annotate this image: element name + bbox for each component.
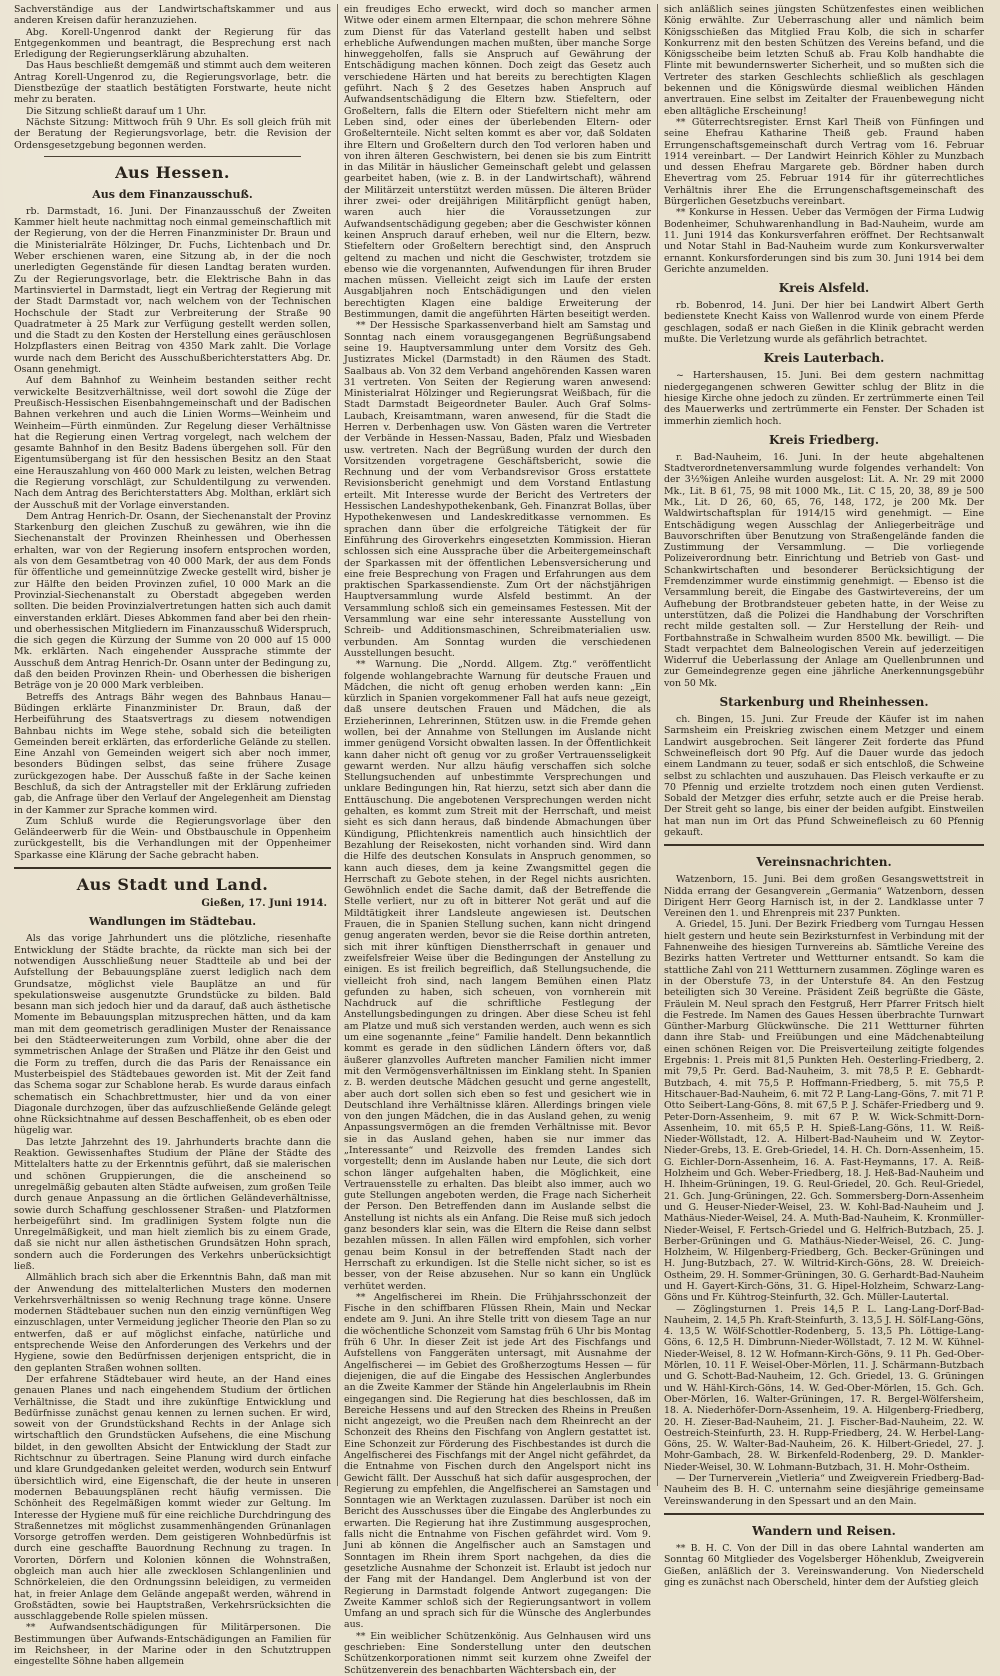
column-1 xyxy=(8,4,338,1668)
dateline: Gießen, 17. Juni 1914. xyxy=(201,898,327,910)
column-2 xyxy=(338,4,658,1676)
paragraph: rb. Bobenrod, 14. Juni. Der hier bei Landwirt Albert Gerth bedienstete Knecht Kaiss von Wallenrod wurde von einem Pferde geschlagen, sodaß er nach Gießen in die Klinik gebracht werden mußte. Die Verletzung wurde als gefährlich betrachtet. xyxy=(664,300,984,346)
paragraph: Das Haus beschließt demgemäß und stimmt auch dem weiteren Antrag Korell-Ungenrod zu, die Regierungsvorlage, betr. die Dienstbezüge der staatlich bestätigten Forstwarte, heute nicht mehr zu beraten. xyxy=(14,60,331,106)
section-heading-stadt-und-land: Aus Stadt und Land. xyxy=(76,875,269,895)
section-wandern xyxy=(664,1513,984,1588)
column-layout xyxy=(8,4,990,1676)
paragraph: ** Angelfischerei im Rhein. Die Frühjahrsschonzeit der Fische in den schiffbaren Flüssen Rhein, Main und Neckar endete am 9. Juni. An ihre Stelle tritt von diesem Tage an nur die wöchentliche Schonzeit vom Samstag früh 6 Uhr bis Montag früh 6 Uhr. In dieser Zeit ist jede Art des Fischfangs und Aufstellens von Fanggeräten untersagt, mit Ausnahme der Angelfischerei — im Gebiet des Großherzogtums Hessen — für diejenigen, die auf die Eingabe des Hessischen Anglerbundes an die Zweite Kammer der Stände hin Angelerlaubnis im Rhein eingegangen sind. Die Regierung hat dies beschlossen, daß im Bereiche Hessens und auf den Strecken des Rheins in Preußen nicht angezeigt, wo die Preußen nach dem Rheinrecht an der Schonzeit des Rheins den Fischfang von Anglern gestattet ist. Eine Schonzeit zur Förderung des Fischbestandes ist durch die Angelfischerei des Fischfangs mit der Angel nicht gefährdet, da die Entnahme von Fischen durch den Angelsport nicht ins Gewicht fällt. Der Ausschuß hat sich dafür ausgesprochen, der Regierung zu empfehlen, die Angelfischerei an Samstagen und Sonntagen wie an Werktagen zuzulassen. Darüber ist noch ein Bericht des Ausschusses über die Eingabe des Anglerbundes zu erwarten. Die Regierung hat ihre Zustimmung ausgesprochen, falls nicht die Entnahme von Fischen gefährdet wird. Vom 9. Juni ab können die Angelfischer auch an Samstagen und Sonntagen im Rhein ihrem Sport nachgehen, da dies die gesetzliche Ausnahme der Schonzeit ist. Erlaubt ist jedoch nur der Fang mit der Handangel. Dem Anglerbund ist von der Regierung in Darmstadt folgende Antwort zugegangen: Die Zweite Kammer schloß sich der Regierungsantwort in vollem Umfang an und sprach sich für die Wünsche des Anglerbundes aus. xyxy=(344,1291,651,1631)
paragraph: r. Bad-Nauheim, 16. Juni. In der heute abgehaltenen Stadtverordnetenversammlung wurde folgendes verhandelt: Von der 3½%igen Anleihe wurden ausgelost: Lit. A. Nr. 29 mit 2000 Mk., Lit. B 61, 75, 98 mit 1000 Mk., Lit. C 15, 20, 38, 89 je 500 Mk., Lit. D 26, 60, 65, 76, 148, 172, je 200 Mk. Der Waldwirtschaftsplan für 1914/15 wird genehmigt. — Eine Entschädigung wegen Ausschlag der Anliegerbeiträge und Bauvorschriften über Benutzung von Straßengelände fanden die Zustimmung der Versammlung. — Die vorliegende Polizeiverordnung betr. Einrichtung und Betrieb von Gast- und Schankwirtschaften und besonderer Berücksichtigung der Fremdenzimmer wurde einstimmig genehmigt. — Ebenso ist die Versammlung bereit, die Eingabe des Gastwirtevereins, der um Aufhebung der Brotbrandsteuer gebeten hatte, in der Weise zu unterstützen, daß die Polizei die Handhabung der Vorschriften recht milde gestalten soll. — Zur Herstellung der Reih- und Fortbahnstraße in Schwalheim wurden 8500 Mk. bewilligt. — Die Stadt verpachtet dem Balneologischen Verein auf jederzeitigen Widerruf die Ueberlassung der Anlage am Quellenbrunnen und zur Gemeindegrenze gegen eine jährliche Anerkennungsgebühr von 50 Mk. xyxy=(664,451,984,689)
heading-vereinsnachrichten: Vereinsnachrichten. xyxy=(756,855,892,870)
paragraph: Die Sitzung schließt darauf um 1 Uhr. xyxy=(26,105,207,117)
paragraph: ** Aufwandsentschädigungen für Militärpersonen. Die Bestimmungen über Aufwands-Entschädigungen an Familien für im Reichsheer, in der Marine oder in den Schutztruppen eingestellte Söhne haben allgemein xyxy=(14,1622,331,1668)
paragraph: ~ Hartershausen, 15. Juni. Bei dem gestern nachmittag niedergegangenen schweren Gewitter schlug der Blitz in die hiesige Kirche ohne jedoch zu zünden. Er zertrümmerte einen Teil des Mauerwerks und zertrümmerte ein Fenster. Der Schaden ist immerhin ziemlich hoch. xyxy=(664,370,984,427)
paragraph: ** Der Hessische Sparkassenverband hielt am Samstag und Sonntag nach einem vorausgegangenen Begrüßungsabend seine 19. Hauptversammlung unter dem Vorsitz des Geh. Justizrates Mickel (Darmstadt) in den Räumen des Stadt. Saalbaus ab. Von 32 dem Verband angehörenden Kassen waren 31 vertreten. Von Seiten der Regierung waren anwesend: Ministerialrat Hölzinger und Regierungsrat Weißbach, für die Stadt Darmstadt Beigeordneter Bauler. Auch Graf Solms-Laubach, Kreisamtmann, waren anwesend, für die Stadt die Herren v. Derbenhagen usw. Von Gästen waren die Vertreter der Verbände in Hessen-Nassau, Baden, Pfalz und Wiesbaden usw. vertreten. Nach der Begrüßung wurden der durch den Vorsitzenden vorgetragene Geschäftsbericht, sowie die Rechnung und der vom Verbandsrevisor Gross erstattete Revisionsbericht genehmigt und dem Vorstand Entlastung erteilt. Mit Interesse wurde der Bericht des Vertreters der Hessischen Landeshypothekenbank, Geh. Finanzrat Bollas, über Hypothekenwesen und Landeskreditkasse vernommen. Es sprachen dann über die erfolgreiche Tätigkeit der für Einführung des Giroverkehrs eingesetzten Kommission. Hieran schlossen sich eine Aussprache über die Arbeitergemeinschaft der Sparkassen mit der öffentlichen Lebensversicherung und eine freie Besprechung von Fragen und Erfahrungen aus dem praktischen Sparkassendienste. Zum Ort der nächstjährigen Hauptversammlung wurde Alsfeld bestimmt. An der Versammlung schloß sich ein gemeinsames Festessen. Mit der Versammlung war eine sehr interessante Ausstellung von Schreib- und Additionsmaschinen, Schreibmaterialien usw. verbunden. Am Sonntag wurden die verschiedenen Ausstellungen besucht. xyxy=(344,320,652,659)
paragraph: Zum Schluß wurde die Regierungsvorlage über den Geländeerwerb für die Wein- und Obstbauschule in Oppenheim zurückgestellt, bis die Verhandlungen mit der Oppenheimer Sparkasse eine Klärung der Sache gebracht haben. xyxy=(14,815,331,861)
paragraph: ein freudiges Echo erweckt, wird doch so mancher armen Witwe oder einem armen Elternpaar, die schon mehrere Söhne zum Dienst für das Vaterland gestellt haben und selbst erhebliche Aufwendungen machen mußten, über manche Sorge hinweggeholfen, falls sie Anspruch auf Gewährung der Entschädigung machen können. Doch zeigt das Gesetz auch verschiedene Härten und hat bereits zu berechtigten Klagen geführt. Nach § 2 des Gesetzes haben Anspruch auf Aufwandsentschädigung die Eltern bzw. Stiefeltern, oder Großeltern, falls die Eltern oder Stiefeltern nicht mehr am Leben sind, oder eines der überlebenden Eltern- oder Großelternteile. Nicht selten kommt es aber vor, daß Soldaten ihre Eltern und Großeltern durch den Tod verloren haben und von ihren älteren Geschwistern, bei denen sie bis zum Eintritt in das Militär in häuslicher Gemeinschaft gelebt und gelassen gearbeitet haben, (wie z. B. in der Landwirtschaft), während der Militärzeit unterstützt werden müssen. Die älteren Brüder ihrer zwei- oder dreijährigen Militärpflicht genügt haben, waren auch hier die Voraussetzungen zur Aufwandsentschädigung gegeben; aber die Geschwister können keinen Anspruch darauf erheben, weil nur die Eltern, bezw. Stiefeltern oder Großeltern berechtigt sind, den Anspruch geltend zu machen und nicht die Geschwister, trotzdem sie ebenso wie die vorgenannten, Aufwendungen für ihren Bruder machen müssen. Vielleicht zeigt sich im Laufe der ersten Ausgabljahren noch Entschädigungen und den vielen berechtigten Klagen eine baldige Erweiterung der Bestimmungen, damit die angeführten Härten beseitigt werden. xyxy=(344,4,651,321)
heading-kreis-alsfeld: Kreis Alsfeld. xyxy=(778,281,870,296)
subheading-finanzausschuss: Aus dem Finanzausschuß. xyxy=(92,187,253,201)
heading-wandern-und-reisen: Wandern und Reisen. xyxy=(752,1523,896,1538)
paragraph: — Der Turnerverein „Vietleria“ und Zweigverein Friedberg-Bad-Nauheim des B. H. C. unternahm seine diesjährige gemeinsame Vereinswanderung in den Spessart und an den Main. xyxy=(664,1473,984,1507)
paragraph: ch. Bingen, 15. Juni. Zur Freude der Käufer ist im nahen Sarmsheim ein Preiskrieg zwischen einem Metzger und einem Landwirt ausgebrochen. Seit längerer Zeit forderte das Pfund Schweinefleisch dort 90 Pfg. Auf die Dauer wurde das jedoch einem Landmann zu teuer, sodaß er sich entschloß, die Schweine selbst zu schlachten und auszuhauen. Das Fleisch verkaufte er zu 70 Pfennig und erzielte trotzdem noch einen guten Verdienst. Sobald der Metzger dies erfuhr, setzte auch er die Preise herab. Der Streit geht so lange, bis einer der beiden aufgibt. Einstweilen hat man nun im Ort das Pfund Schweinefleisch zu 60 Pfennig gekauft. xyxy=(664,714,984,838)
section-vereinsnachrichten xyxy=(664,844,984,1507)
heading-kreis-friedberg: Kreis Friedberg. xyxy=(768,432,879,447)
paragraph: ** Ein weiblicher Schützenkönig. Aus Gelnhausen wird uns geschrieben: Eine Sonderstellung unter den deutschen Schützenkorporationen nimmt seit kurzem ohne Zweifel der Schützenverein des benachbarten Wächtersbach ein, der xyxy=(344,1630,651,1676)
paragraph: sich anläßlich seines jüngsten Schützenfestes einen weiblichen König erwählte. Zur Ueberraschung aller und nämlich beim Königsschießen das Mitglied Frau Kolb, die sich in scharfer Konkurrenz mit den besten Schützen des Vereins befand, und die Königsscheibe beim letzten Schuß ab. Frau Kolb handhabte die Flinte mit bewundernswerter Sicherheit, und so mußten sich die Vertreter des starken Geschlechts schließlich als geschlagen bekennen und die Königswürde diesmal weiblichen Händen anvertrauen. Eine selbst im Zeitalter der Frauenbewegung nicht eben alltägliche Erscheinung! xyxy=(664,4,984,117)
paragraph: Abg. Korell-Ungenrod dankt der Regierung für das Entgegenkommen und beantragt, die Besprechung erst nach Erledigung der Regierungserklärung abzuhalten. xyxy=(14,26,331,61)
paragraph: Auf dem Bahnhof zu Weinheim bestanden seither recht verwickelte Besitzverhältnisse, weil dort sowohl die Züge der Preußisch-Hessischen Eisenbahngemeinschaft und der Badischen Bahnen verkehren und auch die Linien Worms—Weinheim und Weinheim—Fürth einmünden. Zur Regelung dieser Verhältnisse hat die Regierung einen Vertrag vorgelegt, nach welchem der gesamte Bahnhof in den Besitz Badens übergehen soll. Für den Eigentumsübergang ist für den hessischen Besitz an den Staat eine Herauszahlung von 460 000 Mark zu leisten, welchen Betrag die Regierung vorschlägt, zur Schuldentilgung zu verwenden. Nach dem Antrag des Berichterstatters Abg. Molthan, erklärt sich der Ausschuß mit der Vorlage einverstanden. xyxy=(14,375,331,511)
heading-kreis-lauterbach: Kreis Lauterbach. xyxy=(763,351,885,366)
paragraph: Als das vorige Jahrhundert uns die plötzliche, riesenhafte Entwicklung der Städte brachte, da rückte man sich bei der notwendigen Ausschließung neuer Stadtteile ab und bei der Aufstellung der Bebauungspläne zuerst lediglich nach dem Grundsatze, möglichst viele Bauplätze an und für spekulationsweise ausgenutzte Grundstücke zu bilden. Bald besann man sich jedoch hier und da darauf, daß auch ästhetische Momente im Bebauungsplan mitzusprechen hätten, und da kam man mit dem geometrisch geradlinigen Muster der Renaissance bei den Städteerweiterungen zum Vorbild, ohne aber die der symmetrischen Anlage der Straßen und Plätze ihr den Geist und die Form zu treffen, durch die das Paris der Renaissance ein Musterbeispiel des Städtebaues geworden ist. Mit der Zeit fand das Schema sogar zur Schablone herab. Es wurde daraus einfach schematisch ein Schachbrettmuster, hier und da von einer Diagonale durchzogen, über das aufzuschließende Gelände gelegt ohne Rücksichtnahme auf dessen Beschaffenheit, ob es eben oder hügelig war. xyxy=(14,933,331,1137)
paragraph: Das letzte Jahrzehnt des 19. Jahrhunderts brachte dann die Reaktion. Gewissenhaftes Studium der Pläne der Städte des Mittelalters hatte zu der Erkenntnis geführt, daß sie malerischen und schönen Gruppierungen, die die anscheinend so unregelmäßig gebauten alten Städte aufweisen, zum großen Teile durch genaue Anpassung an die örtlichen Geländeverhältnisse, sowie durch Schaffung geschlossener Straßen- und Platzformen herbeigeführt sind. Im gradlinigen System folgte nun die Unregelmäßigkeit, und man hielt ziemlich bis zu einem Grade, daß sie nicht nur allen ästhetischen Grundsätzen Hohn sprach, sondern auch die Forderungen des Verkehrs unberücksichtigt ließ. xyxy=(14,1136,331,1272)
paragraph: Sachverständige aus der Landwirtschaftskammer und aus anderen Kreisen dafür heranzuziehen. xyxy=(14,4,331,27)
heading-starkenburg-rheinhessen: Starkenburg und Rheinhessen. xyxy=(719,695,929,710)
paragraph: ** B. H. C. Von der Dill in das obere Lahntal wanderten am Sonntag 60 Mitglieder des Vogelsberger Höhenklub, Zweigverein Gießen, anläßlich der 3. Vereinswanderung. Von Niederscheld ging es zunächst nach Oberscheld, hinter dem der Aufstieg gleich xyxy=(664,1542,984,1588)
paragraph: Nächste Sitzung: Mittwoch früh 9 Uhr. Es soll gleich früh mit der Beratung der Regierungsvorlage, betr. die Revision der Ordensgesetzgebung begonnen werden. xyxy=(14,116,331,151)
paragraph: ** Güterrechtsregister. Ernst Karl Theiß von Fünfingen und seine Ehefrau Katharine Theiß geb. Fraund haben Errungenschaftsgemeinschaft durch Vertrag vom 16. Februar 1914 vereinbart. — Der Landwirt Heinrich Köhler zu Munzbach und dessen Ehefrau Margarete geb. Bördner haben durch Ehevertrag vom 25. Februar 1914 für ihr güterrechtliches Verhältnis ihrer Ehe die Errungenschaftsgemeinschaft des Bürgerlichen Gesetzbuchs vereinbart. xyxy=(664,116,984,208)
divider xyxy=(14,867,331,869)
paragraph: rb. Darmstadt, 16. Juni. Der Finanzausschuß der Zweiten Kammer hielt heute nachmittag noch einmal gemeinschaftlich mit der Regierung, von der die Herren Finanzminister Dr. Braun und die Ministerialräte Hölzinger, Dr. Fuchs, Lichtenbach und Dr. Weber erschienen waren, eine Sitzung ab, in der die noch unerledigten Gegenstände für diesen Landtag beraten wurden. Zu der Regierungsvorlage, betr. die Elektrische Bahn in das Martinsviertel in Darmstadt, liegt ein Vertrag der Regierung mit der Stadt Darmstadt vor, nach welchem von der Technischen Hochschule der Stadt zur Verbreiterung der Straße 90 Quadratmeter à 25 Mark zur Verfügung gestellt werden sollen, und die Stadt zu den Kosten der Herstellung eines geräuschlosen Holzpflasters einen Beitrag von 4350 Mark zahlt. Die Vorlage wurde nach dem Bericht des Ausschußberichterstatters Abg. Dr. Osann genehmigt. xyxy=(14,205,331,376)
paragraph: Allmählich brach sich aber die Erkenntnis Bahn, daß man mit der Anwendung des mittelalterlichen Musters den modernen Verkehrsverhältnissen so wenig Rechnung trage könne. Unsere modernen Städtebauer suchen nun den einzig vernünftigen Weg einzuschlagen, unter Vermeidung jeglicher Theorie den Plan so zu entwerfen, daß er auf möglichst einfache, natürliche und entsprechende Weise den Anforderungen des Verkehrs und der Hygiene, sowie den Bedürfnissen derjenigen entspricht, die in den geplanten Straßen wohnen sollten. xyxy=(14,1272,331,1374)
paragraph: — Zöglingsturnen 1. Preis 14,5 P. L. Lang-Lang-Dorf-Bad-Nauheim, 2. 14,5 Ph. Kraft-Steinfurth, 3. 13,5 J. H. Sölf-Lang-Göns, 4. 13,5 W. Wölf-Schottler-Rodenberg, 5. 13,5 Ph. Löttige-Lang-Göns, 6. 12,5 H. Dimbrunn-Nieder-Wöllstadt, 7. 12 M. W. Kühnel-Nieder-Weisel, 8. 12 W. Hofmann-Kirch-Göns, 9. 11 Ph. Ged-Ober-Mörlen, 10. 11 F. Weisel-Ober-Mörlen, 11. J. Schärmann-Butzbach und G. Schott-Bad-Nauheim, 12. Gch. Griedel, 13. G. Grüningen und W. Hähl-Kirch-Göns, 14. W. Ged-Ober-Mörlen, 15. Gch. Gch. Ober-Mörlen, 16. Walter-Grüningen, 17. R. Bergel-Wölfersheim, 18. A. Niederhöfer-Dorn-Assenheim, 19. A. Hilgenberg-Friedberg, 20. H. Zieser-Bad-Nauheim, 21. J. Fischer-Bad-Nauheim, 22. W. Oestreich-Steinfurth, 23. H. Rupp-Friedberg, 24. W. Herbel-Lang-Göns, 25. W. Walter-Bad-Nauheim, 26. K. Hilbert-Griedel, 27. J. Mohr-Gambach, 28. W. Birkenfeld-Rodenberg, 29. D. Mankler-Nieder-Weisel, 30. W. Lohmann-Butzbach, 31. H. Mohr-Ostheim. xyxy=(664,1303,984,1473)
paragraph: Watzenborn, 15. Juni. Bei dem großen Gesangswettstreit in Nidda errang der Gesangverein „Germania“ Watzenborn, dessen Dirigent Herr Georg Harnisch ist, in der 2. Landklasse unter 7 Vereinen den 1. und Ehrenpreis mit 237 Punkten. xyxy=(664,874,984,920)
section-heading-hessen: Aus Hessen. xyxy=(115,162,230,182)
paragraph: Dem Antrag Henrich-Dr. Osann, der Siechenanstalt der Provinz Starkenburg den gleichen Zuschuß zu gewähren, wie ihn die Siechenanstalt der Provinzen Rheinhessen und Oberhessen erhalten, war von der Regierung insofern entsprochen worden, als von dem Gesamtbetrag von 40 000 Mark, der aus dem Fonds für öffentliche und gemeinnützige Zwecke gestellt wird, bisher je zur Hälfte den beiden Provinzen zufiel, 10 000 Mark an die Provinzial-Siechenanstalt zu Oberstadt abgegeben werden sollten. Die beiden Provinzialvertretungen hatten sich auch damit einverstanden erklärt. Dieses Abkommen fand aber bei den rhein- und oberhessischen Mitgliedern im Finanzausschuß Widerspruch, die sich gegen die Kürzung der Summe von 20 000 auf 15 000 Mk. erklärten. Nach eingehender Aussprache stimmte der Ausschuß dem Antrag Henrich-Dr. Osann unter der Bedingung zu, daß den beiden Provinzen Rhein- und Oberhessen die bisherigen Beträge von je 20 000 Mark verbleiben. xyxy=(14,510,331,692)
divider xyxy=(44,156,301,157)
paragraph: Betreffs des Antrags Bähr wegen des Bahnbaus Hanau—Büdingen erklärte Finanzminister Dr. Braun, daß der Herbeiführung des Staatsvertrags zu diesem notwendigen Bahnbau nichts im Wege stehe, sobald sich die beteiligten Gemeinden bereit erklärten, das erforderliche Gelände zu stellen. Eine Anzahl von Gemeinden weigert sich aber noch immer, besonders Büdingen selbst, das seine frühere Zusage zurückgezogen habe. Der Ausschuß faßte in der Sache keinen Beschluß, da sich der Antragsteller mit der Erklärung zufrieden gab, die Anfrage über den Verlauf der Angelegenheit am Dienstag in der Kammer zur Sprache kommen wird. xyxy=(14,691,331,816)
paragraph: Der erfahrene Städtebauer wird heute, an der Hand eines genauen Planes und nach eingehendem Studium der örtlichen Verhältnisse, die Stadt und ihre zukünftige Entwicklung und Bedürfnisse zunächst genau kennen zu lernen suchen. Er wird, soweit von der Grundstückshand Rechts in der Anlage sich wirtschaftlich den Grundstücken Aufsehens, die eine Mischung bildet, in den gewollten Absicht der Entwicklung der Stadt zur Richtschnur zu übertragen. Seine Planung wird durch einfache und klare Grundgedanken geleitet werden, wodurch sein Entwurf übersichtlich wird, eine Eigenschaft, die der heute in unseren modernen Bebauungsplänen recht häufig vermissen. Die Schönheit des Regelmäßigen kommt wieder zur Geltung. Im Interesse der Hygiene muß für eine reichliche Durchdringung des Straßennetzes mit möglichst zusammenhängenden Grünanlagen Vorsorge getroffen werden. Dem geistigeren Wohnbedürfnis ist durch eine geschaffte Bauordnung Rechnung zu tragen. In Vororten, Dörfern und Kolonien können die Wohnstraßen, obgleich man auch hier alle zwecklosen Schlangenlinien und Schnörkeleien, die den Ordnungssinn beleidigen, zu vermeiden hat, in freier Anlage dem Gelände angepaßt werden, während in Großstädten, sowie bei Hauptstraßen, Verkehrsrücksichten die ausschlaggebende Rolle spielen müssen. xyxy=(14,1373,331,1623)
column-3 xyxy=(658,4,990,1588)
paragraph: A. Griedel, 15. Juni. Der Bezirk Friedberg vom Turngau Hessen hielt gestern und heute sein Bezirksturnfest in Verbindung mit der Fahnenweihe des hiesigen Turnvereins ab. Sämtliche Vereine des Bezirks hatten Vertreter und Wettturner entsandt. So kam die stattliche Zahl von 211 Wettturnern zusammen. Zöglinge waren es in der Oberstufe 73, in der Unterstufe 84. An den Festzug beteiligten sich 30 Vereine. Präsident Zeiß begrüßte die Gäste, Fräulein M. Neul sprach den Festgruß, Herr Pfarrer Fritsch hielt die Festrede. Im Namen des Gaues Hessen überbrachte Turnwart Günther-Marburg Glückwünsche. Die 211 Wettturner führten dann ihre Stab- und Freiübungen und eine Mädchenabteilung einen schönen Reigen vor. Die Preisverteilung zeitigte folgendes Ergebnis: 1. Preis mit 81,5 Punkten Heh. Oesterling-Friedberg, 2. mit 79,5 Pr. Gerd. Bad-Nauheim, 3. mit 78,5 P. E. Gebhardt-Butzbach, 4. mit 75,5 P. Hoffmann-Friedberg, 5. mit 75,5 P. Hitschauer-Bad-Nauheim, 6. mit 72 P. Lang-Lang-Göns, 7. mit 71 P. Otto Seibert-Lang-Göns, 8. mit 67,5 P. J. Schäfer-Friedberg und 9. Peter-Dorn-Assenheim, 9. mit 67 P. W. Wick-Schmitt-Dorn-Assenheim, 10. mit 65,5 P. H. Spieß-Lang-Göns, 11. W. Reiß-Nieder-Wöllstadt, 12. A. Hilbert-Bad-Nauheim und W. Zeytor-Nieder-Grebs, 13. E. Greb-Griedel, 14. H. Ch. Dorn-Assenheim, 15. G. Eichler-Dorn-Assenheim, 16. A. Fast-Heymanns, 17. A. Reiß-Holzheim und Gch. Weber-Friedberg, 18. J. Heß-Bad-Nauheim und H. Ihheim-Grüningen, 19. G. Reul-Griedel, 20. Gch. Reul-Griedel, 21. Gch. Jung-Grüningen, 22. Gch. Sommersberg-Dorn-Assenheim und G. Heuser-Nieder-Weisel, 23. W. Kohl-Bad-Nauheim und J. Mathäus-Nieder-Weisel, 24. A. Muth-Bad-Nauheim, K. Kronmüller-Nieder-Weisel, F. Fertsch-Griedel und G. Helfrich-Butzbach, 25. J. Berber-Grüningen und G. Mathäus-Nieder-Weisel, 26. C. Jung-Holzheim, W. Hilgenberg-Friedberg, Gch. Becker-Grüningen und H. Jung-Butzbach, 27. W. Wiltrid-Kirch-Göns, 28. W. Dreieich-Ostheim, 29. H. Sommer-Grüningen, 30. G. Gerhardt-Bad-Nauheim und H. Gayert-Kirch-Göns, 31. G. Hipel-Holzheim, Schwarz-Lang-Göns und Fr. Kühtrog-Steinfurth, 32. Gch. Müller-Lautertal. xyxy=(664,919,984,1304)
subheading-wandlungen: Wandlungen im Städtebau. xyxy=(88,915,257,929)
paragraph: ** Warnung. Die „Nordd. Allgem. Ztg.“ veröffentlicht folgende wohlangebrachte Warnung für deutsche Frauen und Mädchen, die nicht oft genug erhoben werden kann: „Ein kürzlich in Spanien vorgekommener Fall hat aufs neue gezeigt, daß unsere deutschen Frauen und Mädchen, die als Erzieherinnen, Lehrerinnen, Stützen usw. in die Fremde gehen wollen, bei der Annahme von Stellungen im Auslande nicht immer genügend Vorsicht obwalten lassen. In der Öffentlichkeit kann daher nicht oft genug vor zu großer Vertrauensseligkeit gewarnt werden. Nur allzu häufig verschaffen sich solche Stellungsuchenden auf unbestimmte Versprechungen und unklare Bedingungen hin, Rat hierzu, setzt sich aber dann die Enttäuschung. Die angebotenen Versprechungen werden nicht gehalten, es kommt zum Streit mit der Herrschaft, und meist sieht es sich dann heraus, daß bindende Abmachungen über Kündigung, Pflichtenkreis namentlich auch hinsichtlich der Bezahlung der Reisekosten, nicht vorhanden sind. Wird dann die Hilfe des deutschen Konsulats in Anspruch genommen, so kann auch dieses, dem ja keine Zwangsmittel gegen die Herrschaft zu Gebote stehen, in der Regel nichts ausrichten. Gewöhnlich endet die Sache damit, daß der Betreffende die Stelle verliert, nur zu oft in bitterer Not gerät und auf die Mildtätigkeit ihrer Landsleute angewiesen ist. Deutschen Frauen, die in Spanien Stellung suchen, kann nicht dringend genug angeraten werden, bevor sie die Reise dorthin antreten, sich mit ihrer künftigen Dienstherrschaft in genauer und zweifelsfreier Weise über die Bedingungen der Anstellung zu einigen. Es ist freilich begreiflich, daß Stellungsuchende, die vielleicht froh sind, nach langem Bemühen einen Platz gefunden zu haben, sich scheuen, von vornherein mit Nachdruck auf die schriftliche Festlegung der Anstellungsbedingungen zu dringen. Aber diese Scheu ist fehl am Platze und muß sich verstanden werden, auch wenn es sich um eine sogenannte „feine“ Familie handelt. Denn bekanntlich kommt es gerade in den südlichen Ländern öfters vor, daß äußerer glanzvolles Auftreten mancher Familien nicht immer mit den Vermögensverhältnissen im Einklang steht. In Spanien z. B. werden deutsche Mädchen gesucht und gerne angestellt, aber auch dort sollen sich eben so fest und gesichert wie in Deutschland ihre Verhältnisse klären. Allerdings bringen viele von den jungen Mädchen, die in das Ausland gehen, zu wenig Anpassungsvermögen an die fremden Verhältnisse mit. Bevor sie in das Ausland gehen, haben sie nur immer das „Interessante“ und Reizvolle des fremden Landes sich vorgestellt; denn im Auslande haben nur Leute, die sich dort schon länger aufgehalten haben, die Möglichkeit, eine Vertrauensstelle zu erhalten. Das bleibt also immer, auch wo gute Stellungen angeboten werden, die Frage nach Sicherheit der Person. Den Betreffenden dann im Auslande selbst die Anstellung ist nichts als ein Anfang. Die Reise muß sich jedoch ganz besonders klar sein, was die Eltern die Reise dann selbst bezahlen müssen. In allen Fällen wird empfohlen, sich vorher genau beim Konsul in der betreffenden Stadt nach der Herrschaft zu erkundigen. Ist die Stelle nicht sicher, so ist es besser, von der Reise abzusehen. Nur so kann ein Unglück verhütet werden. xyxy=(344,659,651,1292)
paragraph: ** Konkurse in Hessen. Ueber das Vermögen der Firma Ludwig Bodenheimer, Schuhwarenhandlung in Bad-Nauheim, wurde am 11. Juni 1914 das Konkursverfahren eröffnet. Der Rechtsanwalt und Notar Stahl in Bad-Nauheim wurde zum Konkursverwalter ernannt. Konkursforderungen sind bis zum 30. Juni 1914 bei dem Gerichte anzumelden. xyxy=(664,207,984,275)
